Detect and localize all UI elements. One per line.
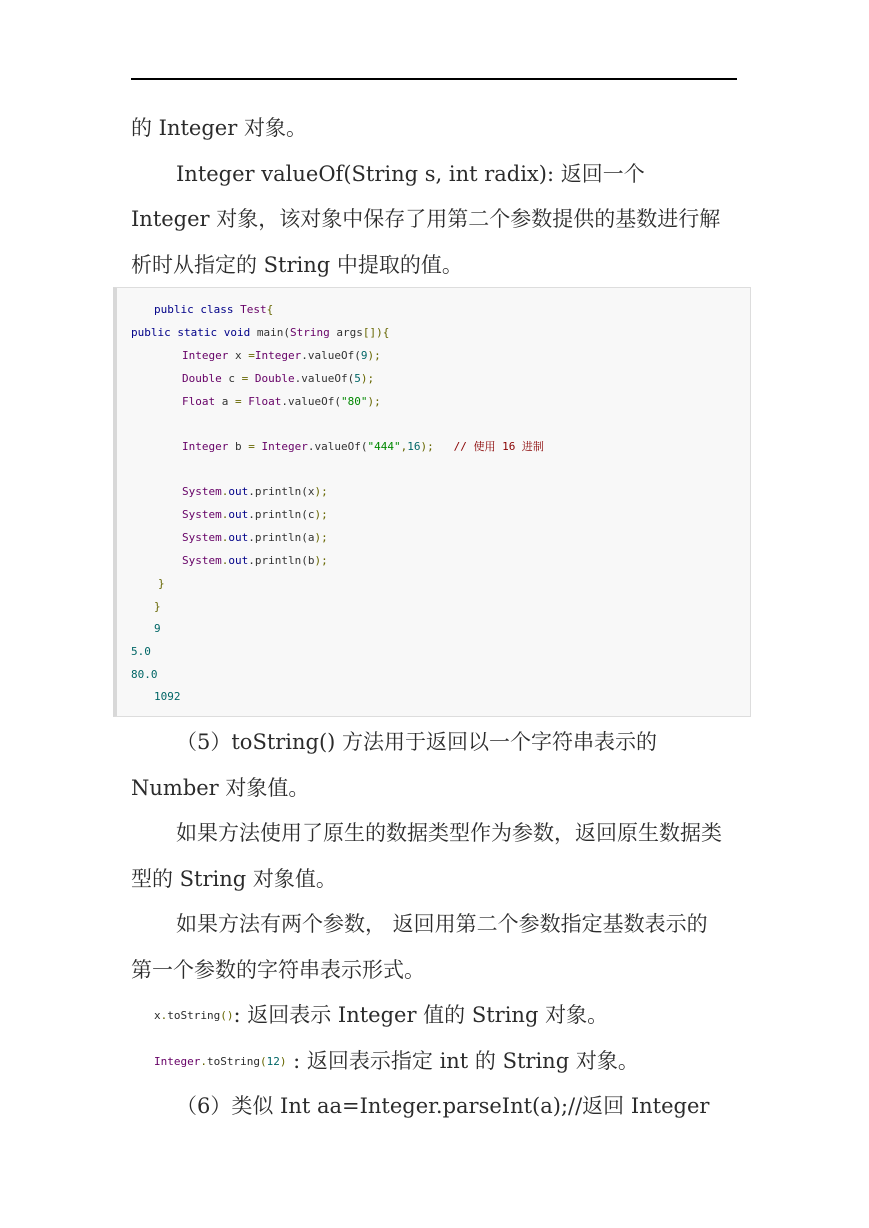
code-token: "444" [367, 440, 401, 453]
paragraph-line: 如果方法有两个参数， 返回用第二个参数指定基数表示的 [176, 912, 708, 936]
code-token: Integer [254, 440, 308, 453]
code-token: b [228, 440, 249, 453]
paragraph-text: : 返回表示 Integer 值的 String 对象。 [233, 1003, 609, 1027]
code-token: ); [314, 485, 328, 498]
code-brace: } [154, 600, 161, 613]
code-token: Integer [154, 1055, 201, 1068]
code-line [182, 485, 328, 499]
code-token: "80" [340, 395, 368, 408]
code-token: = [235, 395, 242, 408]
code-token: .println( [248, 531, 308, 544]
code-token: { [266, 303, 274, 316]
header-rule [131, 78, 737, 80]
paragraph-line [154, 1047, 639, 1076]
code-token: args [329, 326, 363, 339]
code-token: . [160, 1009, 168, 1022]
code-token: public [154, 303, 194, 316]
inline-code [154, 1055, 286, 1068]
code-token: void [223, 326, 251, 339]
code-token: Test [240, 303, 267, 316]
code-block [113, 287, 751, 717]
code-token: ); [420, 440, 434, 453]
code-token: ); [314, 508, 328, 521]
paragraph-text: : 返回表示指定 int 的 String 对象。 [286, 1049, 639, 1073]
paragraph-line: 析时从指定的 String 中提取的值。 [131, 253, 463, 277]
code-token: , [400, 440, 408, 453]
code-output: 1092 [154, 690, 181, 703]
code-token: Integer [254, 349, 302, 362]
code-line [154, 303, 273, 317]
paragraph-line: 型的 String 对象值。 [131, 867, 337, 891]
paragraph-line: 如果方法使用了原生的数据类型作为参数，返回原生数据类 [176, 821, 722, 845]
code-token: . [221, 508, 229, 521]
code-line [182, 440, 544, 454]
code-token: ); [314, 531, 328, 544]
code-token: System [182, 531, 222, 544]
code-line [182, 531, 328, 545]
code-token: . [221, 531, 229, 544]
code-output: 5.0 [131, 645, 151, 658]
code-token: Double [248, 372, 295, 385]
code-line [182, 349, 381, 363]
code-token: System [182, 554, 222, 567]
code-token: out [228, 508, 249, 521]
paragraph-line [154, 1001, 608, 1030]
code-token: ); [367, 349, 381, 362]
code-token: class [200, 303, 234, 316]
code-token: a [307, 531, 315, 544]
code-token: main( [256, 326, 290, 339]
code-token: . [221, 485, 229, 498]
code-line [182, 372, 374, 386]
code-token: 12 [266, 1055, 280, 1068]
code-token: = [241, 372, 249, 385]
paragraph-line: （6）类似 Int aa=Integer.parseInt(a);//返回 Integer [176, 1094, 710, 1118]
code-token: ); [367, 395, 381, 408]
code-token: Float [241, 395, 282, 408]
code-token: x [228, 349, 249, 362]
code-token: c [221, 372, 242, 385]
code-output: 9 [154, 622, 161, 635]
code-token: .println( [248, 508, 308, 521]
code-line [131, 326, 389, 340]
code-brace: } [158, 577, 165, 590]
code-token: . [221, 554, 229, 567]
code-token: toString [167, 1009, 221, 1022]
code-token: 5 [354, 372, 361, 385]
code-token: toString [206, 1055, 260, 1068]
code-token: out [228, 554, 249, 567]
code-token: .valueOf( [294, 372, 355, 385]
code-token: = [248, 349, 255, 362]
code-token: ); [360, 372, 375, 385]
code-token: String [290, 326, 330, 339]
code-token: static [177, 326, 218, 339]
code-token: .valueOf( [301, 349, 361, 362]
code-token: () [220, 1009, 234, 1022]
code-token: System [182, 485, 222, 498]
code-token: b [307, 554, 315, 567]
code-token: a [215, 395, 235, 408]
code-comment: // 使用 16 进制 [453, 440, 544, 453]
paragraph-line: 的 Integer 对象。 [131, 116, 307, 140]
code-token: .valueOf( [281, 395, 341, 408]
code-token: System [182, 508, 222, 521]
code-token: Double [182, 372, 222, 385]
code-token: c [307, 508, 315, 521]
code-token: . [200, 1055, 207, 1068]
code-token: .println( [248, 485, 308, 498]
code-token: public [131, 326, 171, 339]
paragraph-line: Number 对象值。 [131, 776, 310, 800]
inline-code [154, 1009, 233, 1022]
code-token: Float [182, 395, 216, 408]
paragraph-line: 第一个参数的字符串表示形式。 [131, 958, 425, 982]
code-token: x [154, 1009, 161, 1022]
code-token: = [248, 440, 255, 453]
code-token: ( [259, 1055, 267, 1068]
code-token: 16 [407, 440, 421, 453]
code-output: 80.0 [131, 668, 158, 681]
code-line [182, 508, 328, 522]
code-token: out [228, 531, 249, 544]
code-token: 9 [360, 349, 368, 362]
code-token: .valueOf( [307, 440, 368, 453]
code-token: Integer [182, 349, 229, 362]
code-line [182, 554, 328, 568]
code-token: ) [279, 1055, 287, 1068]
code-line [182, 395, 381, 409]
paragraph-line: Integer valueOf(String s, int radix): 返回一个 [176, 162, 645, 186]
code-token: Integer [182, 440, 229, 453]
code-token: []){ [362, 326, 390, 339]
code-token: x [307, 485, 315, 498]
paragraph-line: Integer 对象，该对象中保存了用第二个参数提供的基数进行解 [131, 207, 721, 231]
code-token: .println( [248, 554, 308, 567]
code-token: ); [314, 554, 328, 567]
paragraph-line: （5）toString() 方法用于返回以一个字符串表示的 [176, 730, 658, 754]
code-token: out [228, 485, 249, 498]
